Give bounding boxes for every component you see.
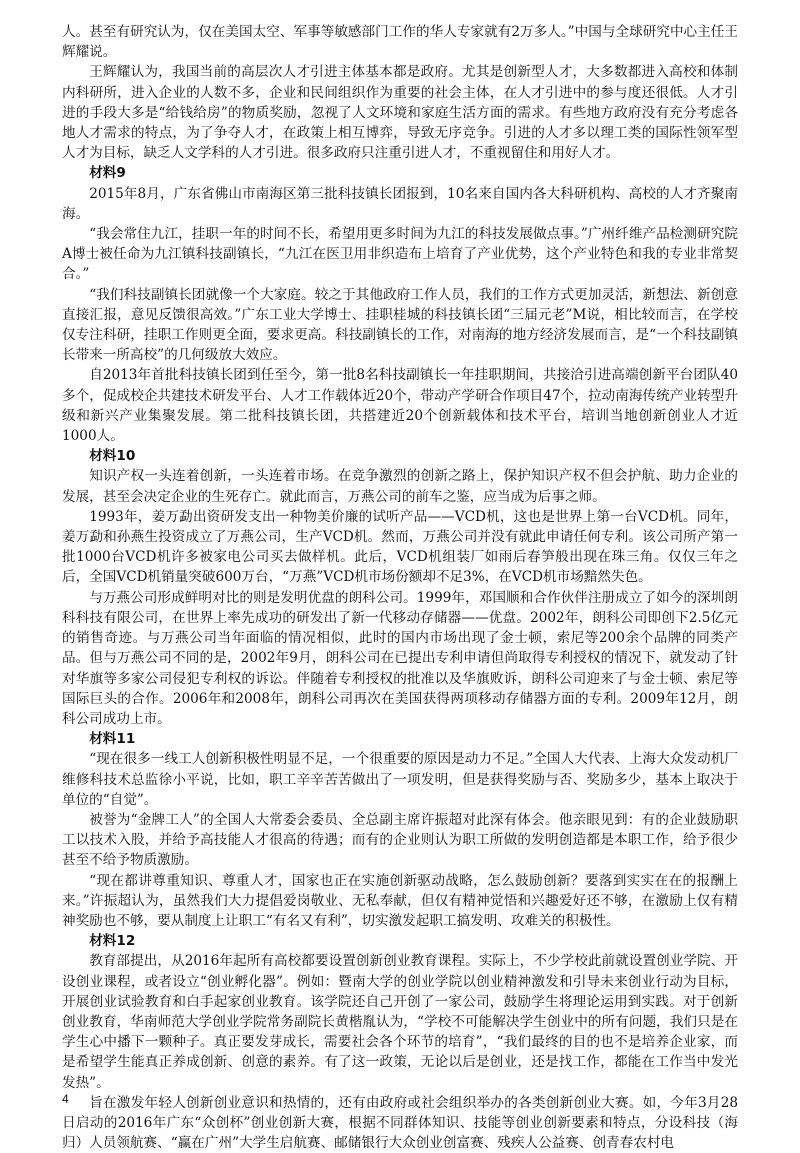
document-body (62, 22, 738, 1153)
page-number: 4 (62, 1092, 69, 1106)
paragraph: 被誉为“金牌工人”的全国人大常委会委员、全总副主席许振超对此深有体会。他亲眼见到：有的企业鼓励职工以技术入股，并给予高技能人才很高的待遇；而有的企业则认为职工所做的发明创造都是本职工作，给予很少甚至不给予物质激励。 (62, 811, 738, 869)
paragraph: “现在都讲尊重知识、尊重人才，国家也正在实施创新驱动战略，怎么鼓励创新？要落到实实在在的报酬上来。”许振超认为，虽然我们大力提倡爱岗敬业、无私奉献，但仅有精神觉悟和兴趣爱好还不够，在激励上仅有精神奖励也不够，要从制度上让职工“有名又有利”，切实激发起职工搞发明、攻难关的积极性。 (62, 872, 738, 929)
section-heading-material-10: 材料10 (89, 448, 136, 465)
paragraph: “现在很多一线工人创新积极性明显不足，一个很重要的原因是动力不足。”全国人大代表、上海大众发动机厂维修科技术总监徐小平说，比如，职工辛辛苦苦做出了一项发明，但是获得奖励与否、奖励多少，基本上取决于单位的“自觉”。 (62, 751, 738, 808)
paragraph: 旨在激发年轻人创新创业意识和热情的，还有由政府或社会组织举办的各类创新创业大赛。如，今年3月28日启动的2016年广东“众创杯”创业创新大赛，根据不同群体知识、技能等创业创新要素和特点，分设科技（海归）人员领航赛、“赢在广州”大学生启航赛、邮储银行大众创业创富赛、残疾人公益赛、创青春农村电 (62, 1094, 738, 1152)
paragraph: 王辉耀认为，我国当前的高层次人才引进主体基本都是政府。尤其是创新型人才，大多数都进入高校和体制内科研所，进入企业的人数不多，企业和民间组织作为重要的社会主体，在人才引进中的参与度还很低。人才引进的手段大多是“给钱给房”的物质奖励，忽视了人文环境和家庭生活方面的需求。有些地方政府没有充分考虑各地人才需求的特点，为了争夺人才，在政策上相互博弈，导致无序竞争。引进的人才多以理工类的国际性领军型人才为目标，缺乏人文学科的人才引进。很多政府只注重引进人才，不重视留住和用好人才。 (62, 64, 738, 162)
paragraph: 自2013年首批科技镇长团到任至今，第一批8名科技副镇长一年挂职期间，共接洽引进高端创新平台团队40多个，促成校企共建技术研发平台、人才工作载体近20个，带动产学研合作项目47个，拉动南海传统产业转型升级和新兴产业集聚发展。第二批科技镇长团，共搭建近20个创新载体和技术平台，培训当地创新创业人才近1000人。 (62, 367, 738, 445)
section-heading-material-12: 材料12 (89, 933, 136, 950)
paragraph: 2015年8月，广东省佛山市南海区第三批科技镇长团报到，10名来自国内各大科研机构、高校的人才齐聚南海。 (62, 185, 738, 222)
paragraph: 教育部提出，从2016年起所有高校都要设置创新创业教育课程。实际上，不少学校此前就设置创业学院、开设创业课程，或者设立“创业孵化器”。例如：暨南大学的创业学院以创业精神激发和引导未来创业行动为目标，开展创业试验教育和白手起家创业教育。该学院还自己开创了一家公司，鼓励学生将理论运用到实践。对于创新创业教育，华南师范大学创业学院常务副院长黄楷胤认为，“学校不可能解决学生创业中的所有问题，我们只是在学生心中播下一颗种子。真正要发芽成长，需要社会各个环节的培育”，“我们最终的目的也不是培养企业家，而是希望学生能真正养成创新、创意的素养。有了这一政策，无论以后是创业，还是找工作，都能在工作当中发光发热”。 (62, 953, 738, 1091)
paragraph: “我们科技副镇长团就像一个大家庭。较之于其他政府工作人员，我们的工作方式更加灵活，新想法、新创意直接汇报，意见反馈很高效。”广东工业大学博士、挂职桂城的科技镇长团“三届元老”M说，相比较而言，在学校仅专注科研，挂职工作则更全面，要求更高。科技副镇长的工作，对南海的地方经济发展而言，是“一个科技副镇长带来一所高校”的几何级放大效应。 (62, 286, 738, 364)
section-heading-material-11: 材料11 (89, 731, 136, 748)
section-heading-material-9: 材料9 (89, 165, 126, 182)
paragraph: 与万燕公司形成鲜明对比的则是发明优盘的朗科公司。1999年，邓国顺和合作伙伴注册成立了如今的深圳朗科科技有限公司，在世界上率先成功的研发出了新一代移动存储器——优盘。2002年，朗科公司即创下2.5亿元的销售奇迹。与万燕公司当年面临的情况相似，此时的国内市场出现了金士顿，索尼等200余个品牌的同类产品。但与万燕公司不同的是，2002年9月，朗科公司在已提出专利申请但尚取得专利授权的情况下，就发动了针对华旗等多家公司侵犯专利权的诉讼。伴随着专利授权的批准以及华旗败诉，朗科公司迎来了与金士顿、索尼等国际巨头的合作。2006年和2008年，朗科公司再次在美国获得两项移动存储器方面的专利。2009年12月，朗科公司成功上市。 (62, 589, 738, 727)
paragraph: 知识产权一头连着创新，一头连着市场。在竞争激烈的创新之路上，保护知识产权不但会护航、助力企业的发展，甚至会决定企业的生死存亡。就此而言，万燕公司的前车之鉴，应当成为后事之师。 (62, 468, 738, 505)
paragraph: 人。甚至有研究认为，仅在美国太空、军事等敏感部门工作的华人专家就有2万多人。”中国与全球研究中心主任王辉耀说。 (62, 24, 738, 61)
paragraph: “我会常住九江，挂职一年的时间不长，希望用更多时间为九江的科技发展做点事。”广州纤维产品检测研究院A博士被任命为九江镇科技副镇长，“九江在医卫用非织造布上培育了产业优势，这个产业特色和我的专业非常契合。” (62, 226, 738, 283)
paragraph: 1993年，姜万勐出资研发支出一种物美价廉的试听产品——VCD机，这也是世界上第一台VCD机。同年，姜万勐和孙燕生投资成立了万燕公司，生产VCD机。然而，万燕公司并没有就此申请任何专利。该公司所产第一批1000台VCD机许多被家电公司买去做样机。此后，VCD机组装厂如雨后春笋般出现在珠三角。仅仅三年之后，全国VCD机销量突破600万台，“万燕”VCD机市场份额却不足3%，在VCD机市场黯然失色。 (62, 508, 738, 586)
